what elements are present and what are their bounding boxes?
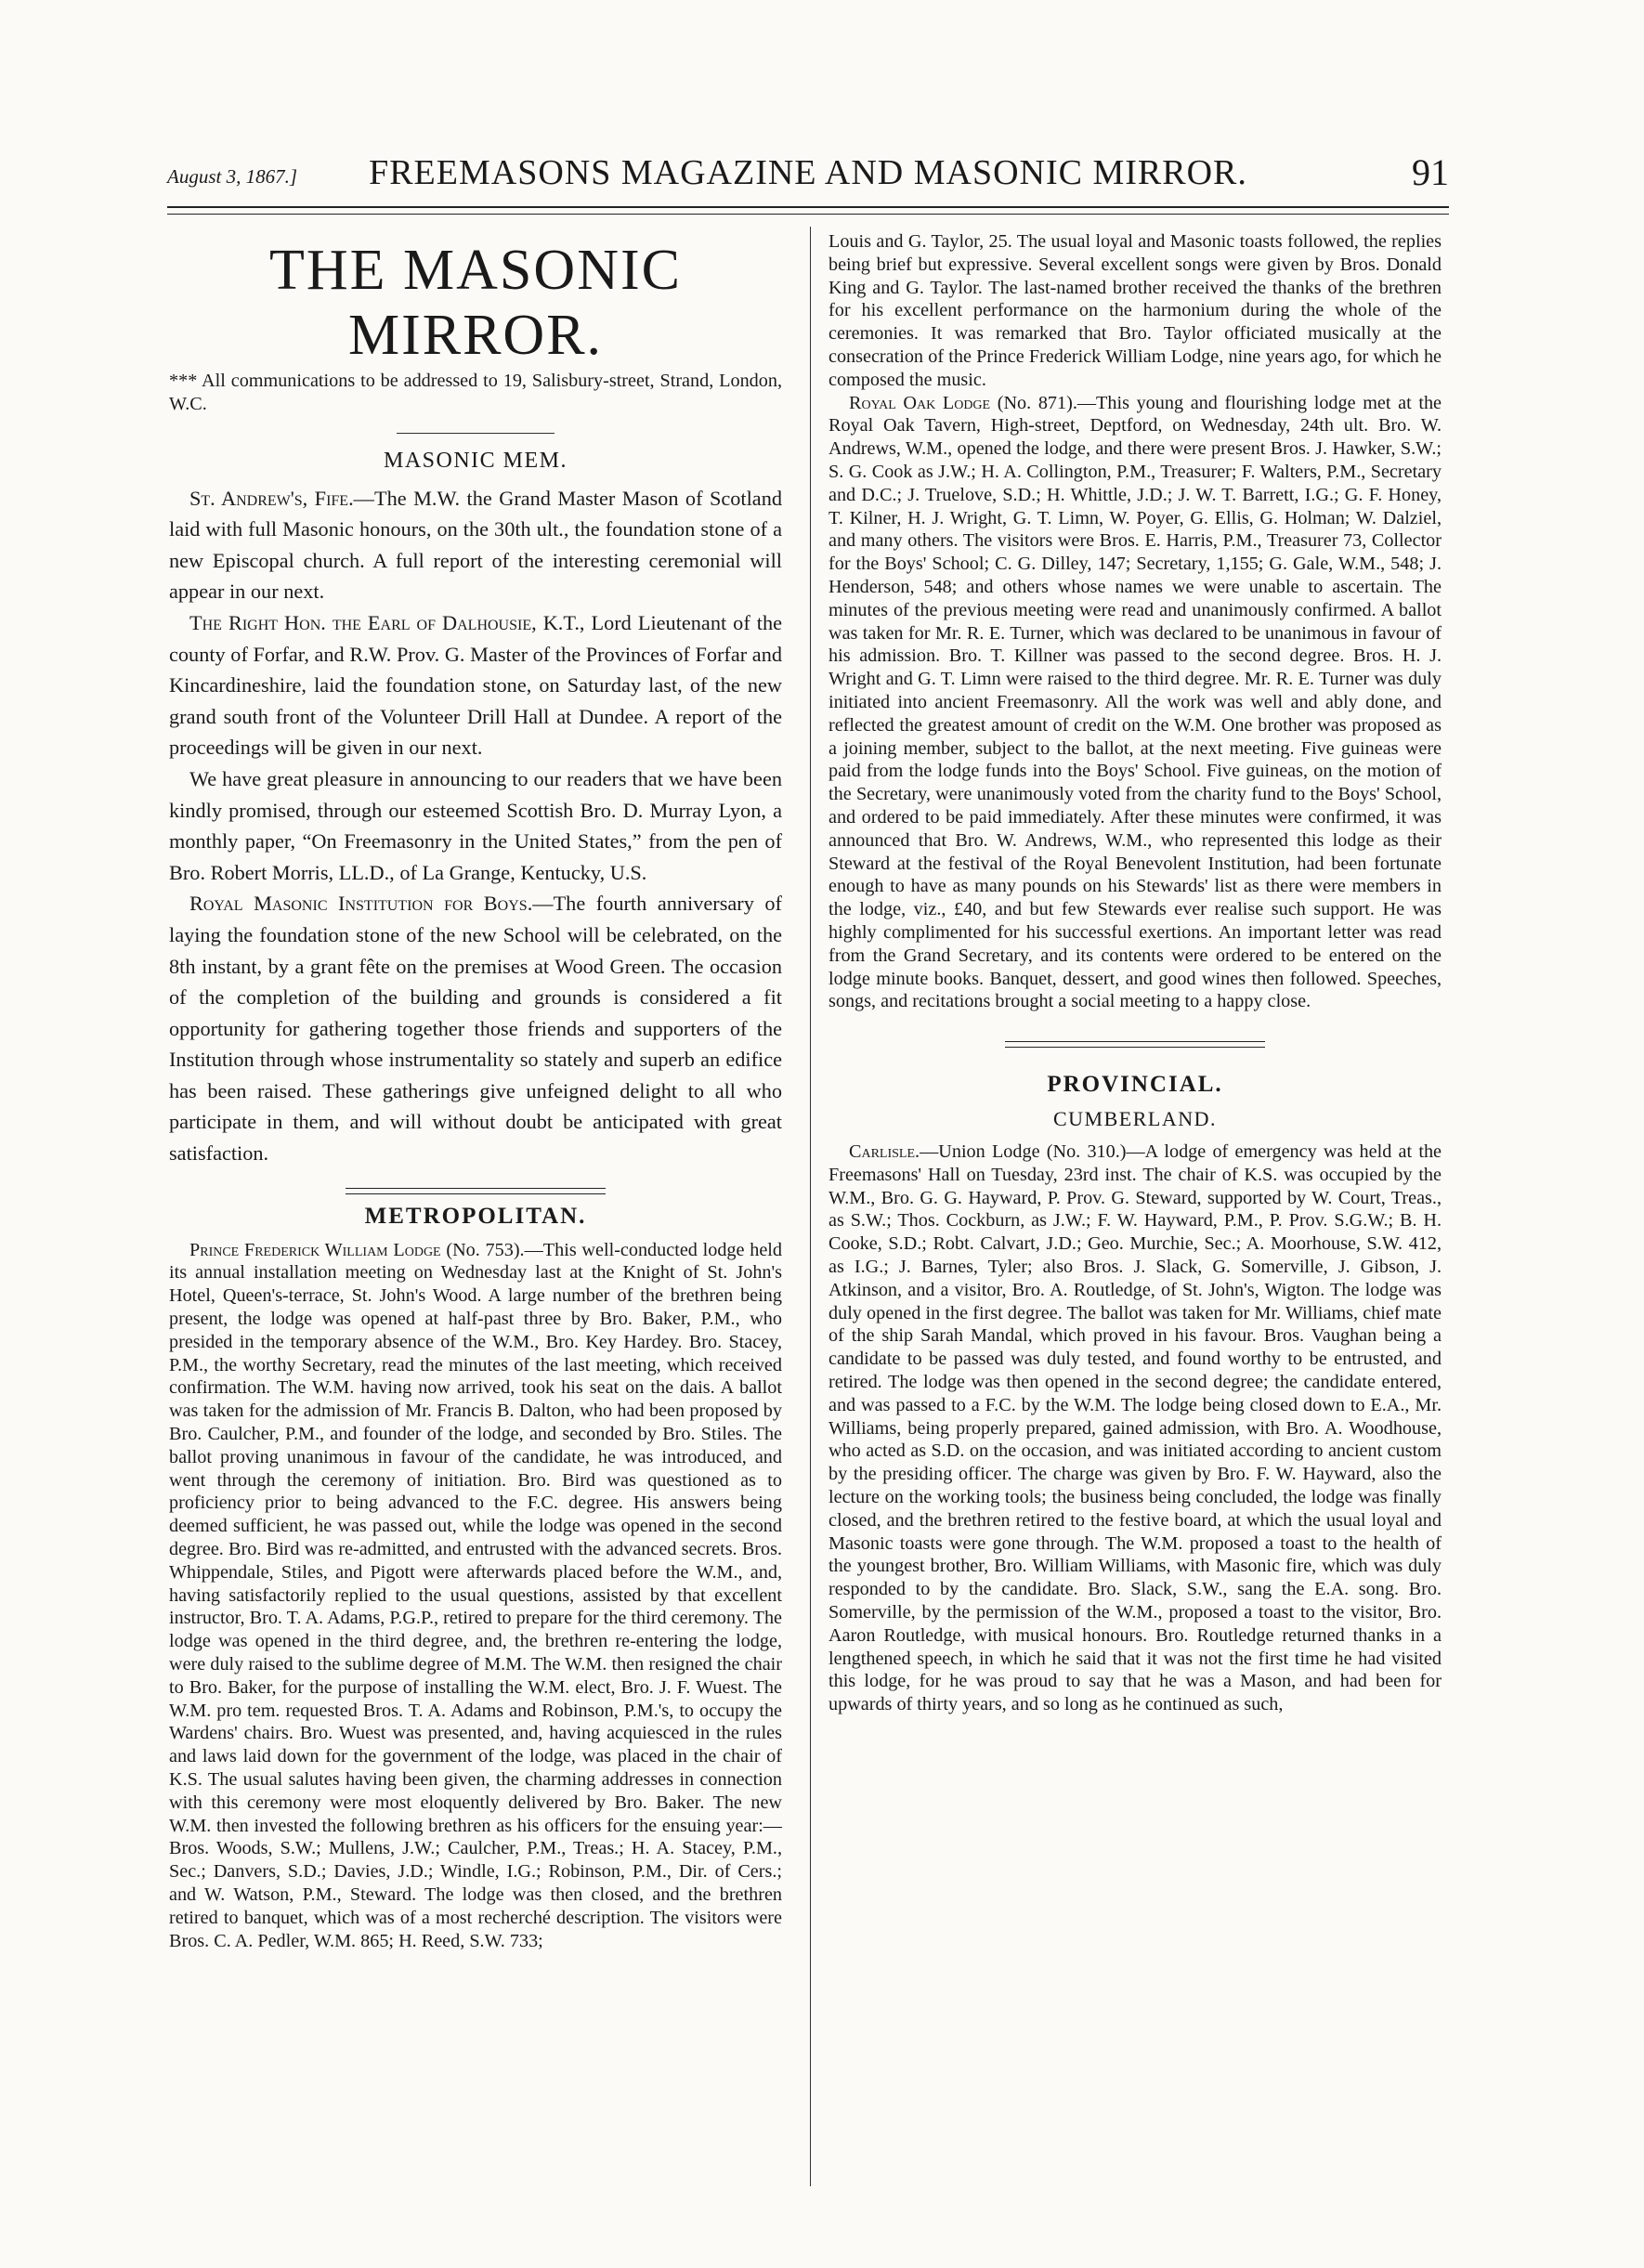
- article-paragraph: [169, 763, 782, 888]
- carlisle-report: [829, 1141, 1442, 1716]
- cumberland-heading: CUMBERLAND.: [1052, 1107, 1217, 1131]
- lodge-name: Prince Frederick William Lodge: [189, 1239, 441, 1260]
- place-name: Carlisle.: [849, 1141, 920, 1163]
- left-column: [169, 230, 782, 1952]
- header-rule: [167, 206, 1449, 208]
- right-column: [829, 230, 1442, 1716]
- communications-note: *** All communications to be addressed to 19, Salisbury-street, Strand, London, W.C.: [169, 371, 782, 414]
- section-double-rule: [346, 1188, 606, 1194]
- report-text: (No. 753).—This well-conducted lodge held its annual installation meeting on Wednesday last at the Knight of St. John's Hotel, Queen's-terrace, St. John's Wood. A large number of the brethren being present, the lodge was opened at half-past three by Bro. Baker, P.M., who presided in the temporary absence of the W.M., Bro. Key Hardey. Bro. Stacey, P.M., the worthy Secretary, read the minutes of the last meeting, which received confirmation. The W.M. having now arrived, took his seat on the dais. A ballot was taken for the admission of Mr. Francis B. Dalton, who had been proposed by Bro. Caulcher, P.M., and founder of the lodge, and seconded by Bro. Stiles. The ballot proving unanimous in favour of the candidate, he was introduced, and went through the ceremony of initiation. Bro. Bird was questioned as to proficiency prior to being advanced to the F.C. degree. His answers being deemed sufficient, he was passed out, while the lodge was opened in the second degree. Bro. Bird was re-admitted, and entrusted with the advanced secrets. Bros. Whippendale, Stiles, and Pigott were afterwards placed before the W.M., and, having satisfactorily replied to the usual questions, assisted by that excellent instructor, Bro. T. A. Adams, P.G.P., retired to prepare for the third ceremony. The lodge was opened in the third degree, and, the brethren re-entering the lodge, were duly raised to the sublime degree of M.M. The W.M. then resigned the chair to Bro. Baker, for the purpose of installing the W.M. elect, Bro. J. F. Wuest. The W.M. pro tem. requested Bros. T. A. Adams and Robinson, P.M.'s, to occupy the Wardens' chairs. Bro. Wuest was presented, and, having acquiesced in the rules and laws laid down for the government of the lodge, was placed in the chair of K.S. The usual salutes having been given, the charming addresses in connection with this ceremony were most eloquently delivered by Bro. Baker. The new W.M. then invested the following brethren as his officers for the ensuing year:—Bros. Woods, S.W.; Mullens, J.W.; Caulcher, P.M., Treas.; H. A. Stacey, P.M., Sec.; Danvers, S.D.; Davies, J.D.; Windle, I.G.; Robinson, P.M., Dir. of Cers.; and W. Watson, P.M., Steward. The lodge was then closed, and the brethren retired to banquet, which was of a most recherché description. The visitors were Bros. C. A. Pedler, W.M. 865; H. Reed, S.W. 733;: [169, 1239, 783, 1951]
- continued-report: Louis and G. Taylor, 25. The usual loyal and Masonic toasts followed, the replies being brief but expressive. Several excellent songs were given by Bros. Donald King and G. Taylor. The last-named brother received the thanks of the brethren for his excellent performance on the harmonium during the whole of the ceremonies. It was remarked that Bro. Taylor officiated musically at the consecration of the Prince Frederick William Lodge, nine years ago, for which he composed the music.: [829, 231, 1442, 390]
- article-text: We have great pleasure in announcing to our readers that we have been kindly promised, through our esteemed Scottish Bro. D. Murray Lyon, a monthly paper, “On Freemasonry in the United States,” from the pen of Bro. Robert Morris, LL.D., of La Grange, Kentucky, U.S.: [169, 766, 782, 884]
- report-text: —Union Lodge (No. 310.)—A lodge of emergency was held at the Freemasons' Hall on Tuesday, 23rd inst. The chair of K.S. was occupied by the W.M., Bro. G. G. Hayward, P. Prov. G. Steward, supported by W. Court, Treas., as S.W.; Thos. Cockburn, as J.W.; F. W. Hayward, P.M., P. Prov. S.G.W.; B. H. Cooke, S.D.; Robt. Calvart, J.D.; Geo. Murchie, Sec.; A. Moorhouse, S.W. 412, as I.G.; J. Barnes, Tyler; also Bros. J. Slack, G. Somerville, J. Gibson, J. Atkinson, and a visitor, Bro. A. Routledge, of St. John's, Wigton. The lodge was duly opened in the first degree. The ballot was taken for Mr. Williams, chief mate of the ship Sarah Mandal, which proved in his favour. Bros. Vaughan being a candidate to be passed was duly tested, and found worthy to be entrusted, and retired. The lodge was then opened in the second degree; the candidate entered, and was passed to a F.C. by the W.M. The lodge being closed down to E.A., Mr. Williams, being properly prepared, gained admission, with Bro. A. Woodhouse, who acted as S.D. on the occasion, and was initiated according to ancient custom by the presiding officer. The charge was given by Bro. F. W. Hayward, also the lecture on the working tools; the business being concluded, the lodge was finally closed, and the brethren retired to the festive board, at which the usual loyal and Masonic toasts were gone through. The W.M. proposed a toast to the health of the youngest brother, Bro. William Williams, with Masonic fire, which was duly responded to by the candidate. Bro. Slack, S.W., sang the E.A. song. Bro. Somerville, by the permission of the W.M., proposed a toast to the visitor, Bro. Aaron Routledge, with musical honours. Bro. Routledge returned thanks in a lengthened speech, in which he said that it was not the first time he had visited this lodge, for he was proud to say that he was a Mason, and had been for upwards of thirty years, and so long as he continued as such,: [829, 1141, 1442, 1715]
- article-text: —The M.W. the Grand Master Mason of Scotland laid with full Masonic honours, on the 30th ult., the foundation stone of a new Episcopal church. A full report of the interesting ceremonial will appear in our next.: [169, 486, 782, 604]
- article-text: —The fourth anniversary of laying the foundation stone of the new School will be celebrated, on the 8th instant, by a grant fête on the premises at Wood Green. The occasion of the completion of the building and grounds is considered a fit opportunity for gathering together those friends and supporters of the Institution through whose instrumentality so stately and superb an edifice has been raised. These gatherings give unfeigned delight to all who participate in them, and will without doubt be anticipated with great satisfaction.: [169, 892, 782, 1166]
- article-lead: The Right Hon. the Earl of Dalhousie,: [189, 610, 537, 634]
- provincial-heading: PROVINCIAL.: [1047, 1072, 1223, 1098]
- article-paragraph: [169, 483, 782, 607]
- issue-date: August 3, 1867.]: [167, 165, 298, 188]
- masonic-mem-body: [169, 483, 782, 1169]
- header-rule-thin: [167, 214, 1449, 215]
- article-lead: Royal Masonic Institution for Boys.: [189, 892, 533, 916]
- column-divider: [810, 227, 811, 2186]
- section-double-rule: [1005, 1041, 1265, 1048]
- metropolitan-report: [169, 1239, 782, 1953]
- masonic-mem-heading: MASONIC MEM.: [383, 448, 568, 473]
- page-number: 91: [1412, 151, 1449, 193]
- section-rule: [397, 433, 555, 434]
- magazine-title: FREEMASONS MAGAZINE AND MASONIC MIRROR.: [369, 153, 1247, 192]
- royal-oak-report: [829, 392, 1442, 1014]
- lodge-name: Royal Oak Lodge: [849, 392, 991, 413]
- section-title: THE MASONIC MIRROR.: [269, 239, 682, 367]
- article-lead: St. Andrew's, Fife.: [189, 486, 354, 510]
- article-text: K.T., Lord Lieutenant of the county of Forfar, and R.W. Prov. G. Master of the Provinces of Forfar and Kincardineshire, laid the foundation stone, on Saturday last, of the new grand south front of the Volunteer Drill Hall at Dundee. A report of the proceedings will be given in our next.: [169, 610, 782, 760]
- report-text: (No. 871).—This young and flourishing lodge met at the Royal Oak Tavern, High-street, Deptford, on Wednesday, 24th ult. Bro. W. Andrews, W.M., opened the lodge, and there were present Bros. J. Hawker, S.W.; S. G. Cook as J.W.; H. A. Collington, P.M., Treasurer; F. Walters, P.M., Secretary and D.C.; J. Truelove, S.D.; H. Whittle, J.D.; J. W. T. Barrett, I.G.; G. F. Honey, T. Kilner, H. J. Wright, G. T. Limn, W. Poyer, G. Ellis, G. Holman; W. Dalziel, and many others. The visitors were Bros. E. Harris, P.M., Treasurer 73, Collector for the Boys' School; C. G. Dilley, 147; Secretary, 1,155; G. Gale, W.M., 548; J. Henderson, 548; and others whose names we were unable to ascertain. The minutes of the previous meeting were read and unanimously confirmed. A ballot was taken for Mr. R. E. Turner, which was declared to be unanimous in favour of his admission. Bro. T. Killner was passed to the second degree. Bros. H. J. Wright and G. T. Limn were raised to the third degree. Mr. R. E. Turner was duly initiated into ancient Freemasonry. All the work was well and ably done, and reflected the greatest amount of credit on the W.M. One brother was proposed as a joining member, subject to the ballot, at the next meeting. Five guineas were paid from the lodge funds into the Boys' School. Five guineas, on the motion of the Secretary, were unanimously voted from the charity fund to the Boys' School, and ordered to be paid immediately. After these minutes were confirmed, it was announced that Bro. W. Andrews, W.M., who represented this lodge as their Steward at the festival of the Royal Benevolent Institution, had been fortunate enough to have as many pounds on his Stewards' list as there were members in the lodge, viz., £40, and but few Stewards ever realise such support. He was highly complimented for his successful exertions. An important letter was read from the Grand Secretary, and its contents were ordered to be entered on the lodge minute books. Banquet, dessert, and good wines then followed. Speeches, songs, and recitations brought a social meeting to a happy close.: [829, 392, 1442, 1012]
- metropolitan-heading: METROPOLITAN.: [364, 1203, 587, 1229]
- article-paragraph: [169, 888, 782, 1168]
- running-head: [167, 149, 1449, 195]
- article-paragraph: [169, 607, 782, 763]
